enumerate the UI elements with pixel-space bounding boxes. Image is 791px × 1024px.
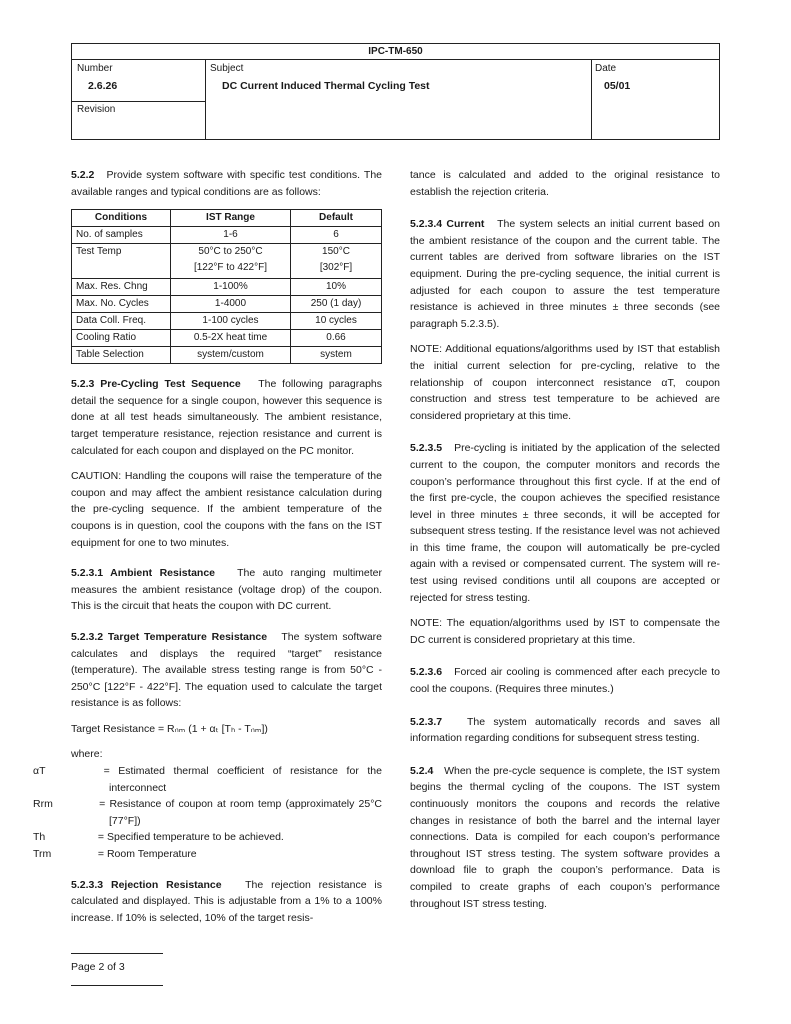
where-label: where:: [71, 748, 103, 761]
table-header-row: [72, 210, 382, 227]
paragraph: Pre-cycling is initiated by the application of the selected current to the coupon, the computer monitors and records the coupon’s performance throughout this first cycle. If at the end of the first pre-cycle, the coupon achieves the specified resistance level in three minutes ± three seconds, it will be accepted for subsequent stress testing. If the resistance level was not achieved in this time frame, the coupon will automatically be pre-cycled again with a revised or compensated current. The system will re-test using revised conditions until all coupons are accepted or rejected for stress testing.: [410, 442, 720, 604]
table-cell: 0.5-2X heat time: [171, 330, 291, 347]
date-label: Date: [595, 63, 617, 74]
paragraph: The rejection resistance is calculated and displayed. This is adjustable from a 1% to a 100% increase. If 10% is selected, 10% of the target resis-: [71, 878, 383, 924]
footer-rule: [71, 953, 163, 954]
table-cell: 1-4000: [171, 296, 291, 313]
paragraph: The following paragraphs detail the sequence for a single coupon, however this sequence is done at all test heads simultaneously. The ambient resistance, target temperature resistance, rejection resistance and current is calculated for each coupon and displayed on the PC monitor.: [71, 378, 383, 457]
table-row: [72, 227, 382, 244]
table-cell: 1-100 cycles: [171, 313, 291, 330]
section-heading: 5.2.4: [410, 764, 434, 777]
section-5-2-3-4: [410, 216, 720, 332]
section-5-2-3-1: [71, 565, 382, 615]
table-row: [72, 296, 382, 313]
paragraph: Provide system software with specific test conditions. The available ranges and typical conditions are as follows:: [71, 169, 382, 198]
section-heading: 5.2.3.1 Ambient Resistance: [71, 567, 216, 580]
paragraph: When the pre-cycle sequence is complete, the IST system begins the thermal cycling of the coupons. The IST system continuously monitors the coupons and records the relative changes in resistance of both the barrel and the internal layer connections. Data is compiled for each coupon’s performance throughout IST stress testing. The system software provides a download file to graph the coupon’s performance. Data is compiled to create graphs of each coupon’s performance throughout IST stress testing.: [410, 764, 720, 910]
definition-text: = Resistance of coupon at room temp (approximately 25°C [77°F]): [99, 798, 382, 827]
left-column: [33, 167, 383, 935]
definition-text: = Estimated thermal coefficient of resistance for the interconnect: [103, 765, 382, 794]
table-cell: Test Temp: [72, 244, 171, 279]
table-cell: [171, 244, 291, 279]
symbol: Rrm: [33, 798, 53, 811]
table-cell: system: [291, 347, 382, 364]
section-heading: 5.2.3.6: [410, 666, 443, 679]
section-5-2-3-5: [410, 440, 720, 606]
section-5-2-2: [71, 167, 382, 200]
symbol: Trm: [33, 848, 52, 861]
column-header: IST Range: [171, 210, 291, 227]
org-title: IPC-TM-650: [72, 44, 719, 60]
section-5-2-3-3: [71, 877, 382, 927]
table-cell: Table Selection: [72, 347, 171, 364]
section-5-2-3-6: [410, 664, 720, 697]
paragraph: The system selects an initial current based on the ambient resistance of the coupon and the current table. The current tables are derived from software libraries on the IST equipment. During the pre-cycling sequence, the initial current is adjusted for each coupon to assure the test temperature resistance is achieved in three minutes ± three seconds (see paragraph 5.2.3.5).: [410, 218, 720, 330]
section-heading: 5.2.3.5: [410, 442, 443, 455]
subject: DC Current Induced Thermal Cycling Test: [222, 80, 430, 92]
paragraph: Forced air cooling is commenced after each precycle to cool the coupons. (Requires three minutes.): [410, 666, 720, 696]
caution-text: CAUTION: Handling the coupons will raise the temperature of the coupon and may affect the ambient resistance calculation during the pre-cycling sequence. If the ambient temperature of the coupons is in question, cool the coupons with the fans on the IST equipment for one to two minutes.: [71, 470, 382, 549]
divider: [72, 101, 205, 102]
section-number: 5.2.2: [71, 169, 95, 181]
table-row: [72, 244, 382, 279]
table-row: [72, 279, 382, 296]
symbol: αT: [33, 765, 46, 778]
divider: [205, 59, 206, 139]
section-heading: 5.2.3.2 Target Temperature Resistance: [71, 630, 268, 643]
table-cell: system/custom: [171, 347, 291, 364]
header-box: [71, 43, 720, 140]
definitions-list: [33, 763, 382, 863]
table-row: [72, 347, 382, 364]
table-cell: 1-6: [171, 227, 291, 244]
section-heading: 5.2.3 Pre-Cycling Test Sequence: [71, 378, 241, 391]
note-1: NOTE: Additional equations/algorithms used by IST that establish the initial current selection for pre-cycling, relative to the relationship of coupon interconnect resistance αT, coupon construction and stress test temperature to be achieved are considered proprietary at this time.: [410, 343, 720, 422]
table-cell: Max. No. Cycles: [72, 296, 171, 313]
section-5-2-3-2: [71, 629, 382, 712]
section-5-2-4: [410, 763, 720, 912]
paragraph: The system automatically records and saves all information regarding conditions for subsequent stress testing.: [410, 715, 721, 745]
table-cell: 10%: [291, 279, 382, 296]
table-cell: [291, 244, 382, 279]
doc-number: 2.6.26: [88, 80, 118, 92]
table-cell: Data Coll. Freq.: [72, 313, 171, 330]
table-cell: 250 (1 day): [291, 296, 382, 313]
cell-line: [302°F]: [319, 262, 353, 274]
table-cell: 6: [291, 227, 382, 244]
conditions-table: [71, 209, 382, 364]
column-header: Default: [291, 210, 382, 227]
column-header: Conditions: [72, 210, 171, 227]
definition-text: = Specified temperature to be achieved.: [97, 831, 284, 844]
definition-item: [33, 829, 382, 846]
divider: [591, 59, 592, 139]
revision-label: Revision: [77, 104, 116, 115]
date: 05/01: [604, 80, 631, 92]
cell-line: 150°C: [322, 246, 350, 258]
paragraph: The auto ranging multimeter measures the ambient resistance (voltage drop) of the coupon. This is the circuit that heats the coupon with DC current.: [71, 567, 382, 613]
section-5-2-3: [71, 376, 382, 459]
page-number: Page 2 of 3: [71, 961, 125, 973]
table-cell: No. of samples: [72, 227, 171, 244]
cell-line: [122°F to 422°F]: [193, 262, 268, 274]
definition-text: = Room Temperature: [97, 848, 197, 861]
paragraph: The system software calculates and displays the required “target” resistance (temperature). The available stress testing range is from 50°C - 250°C [122°F - 422°F]. The equation used to calculate the target resistance is as follows:: [71, 630, 383, 710]
section-heading: 5.2.3.3 Rejection Resistance: [71, 878, 222, 891]
definition-item: [33, 763, 382, 796]
section-5-2-3-7: [410, 714, 720, 747]
definition-item: [33, 796, 382, 829]
subject-label: Subject: [210, 63, 244, 74]
note-2: NOTE: The equation/algorithms used by IST to compensate the DC current is considered proprietary at this time.: [410, 617, 720, 646]
table-cell: Max. Res. Chng: [72, 279, 171, 296]
paragraph-continued: tance is calculated and added to the original resistance to establish the rejection criteria.: [410, 169, 720, 198]
section-heading: 5.2.3.4 Current: [410, 218, 485, 231]
table-cell: 1-100%: [171, 279, 291, 296]
cell-line: 50°C to 250°C: [198, 246, 263, 258]
equation: Target Resistance = Rₙₘ (1 + αₜ [Tₕ - Tₙₘ]): [71, 722, 268, 735]
definition-item: [33, 846, 382, 863]
table-cell: Cooling Ratio: [72, 330, 171, 347]
footer-rule: [71, 985, 163, 986]
symbol: Th: [33, 831, 46, 844]
section-heading: 5.2.3.7: [410, 715, 443, 728]
table-row: [72, 330, 382, 347]
table-cell: 0.66: [291, 330, 382, 347]
table-cell: 10 cycles: [291, 313, 382, 330]
table-row: [72, 313, 382, 330]
right-column: [410, 167, 720, 921]
number-label: Number: [77, 63, 113, 74]
